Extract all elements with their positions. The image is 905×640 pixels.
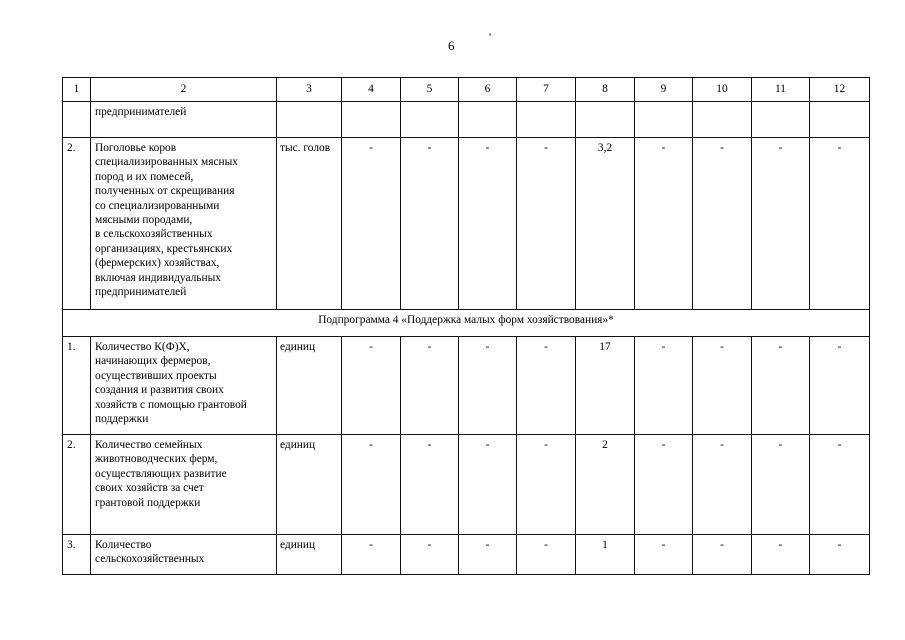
value-cell: - bbox=[517, 535, 576, 575]
value-cell: - bbox=[635, 435, 693, 535]
value-cell: - bbox=[401, 535, 459, 575]
indicator-name: Количество К(Ф)Х, начинающих фермеров, осуществивших проекты создания и развития своих хозяйств с помощью грантовой поддержки bbox=[91, 337, 277, 435]
value-cell bbox=[693, 102, 752, 138]
unit-cell: единиц bbox=[277, 337, 342, 435]
value-cell: - bbox=[459, 535, 517, 575]
unit-cell: тыс. голов bbox=[277, 138, 342, 310]
value-cell: - bbox=[459, 138, 517, 310]
value-cell: - bbox=[401, 337, 459, 435]
column-header: 2 bbox=[91, 78, 277, 102]
value-cell: - bbox=[401, 138, 459, 310]
value-cell bbox=[401, 102, 459, 138]
value-cell bbox=[459, 102, 517, 138]
value-cell bbox=[635, 102, 693, 138]
value-cell: - bbox=[752, 337, 810, 435]
value-cell: - bbox=[517, 435, 576, 535]
value-cell: - bbox=[342, 337, 401, 435]
value-cell: - bbox=[342, 435, 401, 535]
unit-cell bbox=[277, 102, 342, 138]
value-cell: - bbox=[401, 435, 459, 535]
value-cell bbox=[576, 102, 635, 138]
value-cell: - bbox=[752, 138, 810, 310]
value-cell: 17 bbox=[576, 337, 635, 435]
value-cell bbox=[752, 102, 810, 138]
table-row bbox=[63, 435, 870, 535]
value-cell: - bbox=[459, 337, 517, 435]
column-header: 4 bbox=[342, 78, 401, 102]
column-header: 12 bbox=[810, 78, 870, 102]
table-row bbox=[63, 337, 870, 435]
value-cell: - bbox=[635, 337, 693, 435]
column-header: 5 bbox=[401, 78, 459, 102]
value-cell: - bbox=[459, 435, 517, 535]
scan-mark: ' bbox=[489, 30, 492, 44]
value-cell: - bbox=[693, 138, 752, 310]
row-number: 2. bbox=[63, 435, 91, 535]
indicator-table bbox=[62, 77, 870, 575]
page-number: 6 bbox=[448, 38, 455, 53]
table-row bbox=[63, 138, 870, 310]
value-cell: - bbox=[810, 337, 870, 435]
table-row bbox=[63, 535, 870, 575]
value-cell: - bbox=[693, 535, 752, 575]
value-cell: - bbox=[635, 535, 693, 575]
column-header: 8 bbox=[576, 78, 635, 102]
value-cell: - bbox=[810, 535, 870, 575]
value-cell bbox=[342, 102, 401, 138]
indicator-name: Количество сельскохозяйственных bbox=[91, 535, 277, 575]
column-header: 10 bbox=[693, 78, 752, 102]
subprogram-row bbox=[63, 310, 870, 337]
value-cell: - bbox=[810, 435, 870, 535]
value-cell: - bbox=[342, 535, 401, 575]
value-cell: - bbox=[693, 435, 752, 535]
row-number: 1. bbox=[63, 337, 91, 435]
value-cell: - bbox=[342, 138, 401, 310]
value-cell: - bbox=[752, 435, 810, 535]
value-cell: - bbox=[517, 138, 576, 310]
column-header: 3 bbox=[277, 78, 342, 102]
value-cell: - bbox=[517, 337, 576, 435]
value-cell bbox=[517, 102, 576, 138]
column-header: 9 bbox=[635, 78, 693, 102]
column-header: 11 bbox=[752, 78, 810, 102]
value-cell: - bbox=[635, 138, 693, 310]
value-cell: - bbox=[693, 337, 752, 435]
table-row bbox=[63, 102, 870, 138]
column-header: 7 bbox=[517, 78, 576, 102]
indicator-name: Поголовье коров специализированных мясных пород и их помесей, полученных от скрещивания со специализированными мясными породами, в сельскохозяйственных организациях, крестьянских (фермерских) хозяйствах, включая индивидуальных предпринимателей bbox=[91, 138, 277, 310]
unit-cell: единиц bbox=[277, 535, 342, 575]
value-cell: 1 bbox=[576, 535, 635, 575]
row-number: 3. bbox=[63, 535, 91, 575]
header-row bbox=[63, 78, 870, 102]
value-cell: - bbox=[752, 535, 810, 575]
indicator-name: Количество семейных животноводческих ферм, осуществляющих развитие своих хозяйств за счет грантовой поддержки bbox=[91, 435, 277, 535]
value-cell: 2 bbox=[576, 435, 635, 535]
row-number: 2. bbox=[63, 138, 91, 310]
value-cell: 3,2 bbox=[576, 138, 635, 310]
column-header: 1 bbox=[63, 78, 91, 102]
value-cell: - bbox=[810, 138, 870, 310]
unit-cell: единиц bbox=[277, 435, 342, 535]
indicator-name: предпринимателей bbox=[91, 102, 277, 138]
row-number bbox=[63, 102, 91, 138]
column-header: 6 bbox=[459, 78, 517, 102]
value-cell bbox=[810, 102, 870, 138]
subprogram-title: Подпрограмма 4 «Поддержка малых форм хозяйствования»* bbox=[63, 310, 870, 337]
